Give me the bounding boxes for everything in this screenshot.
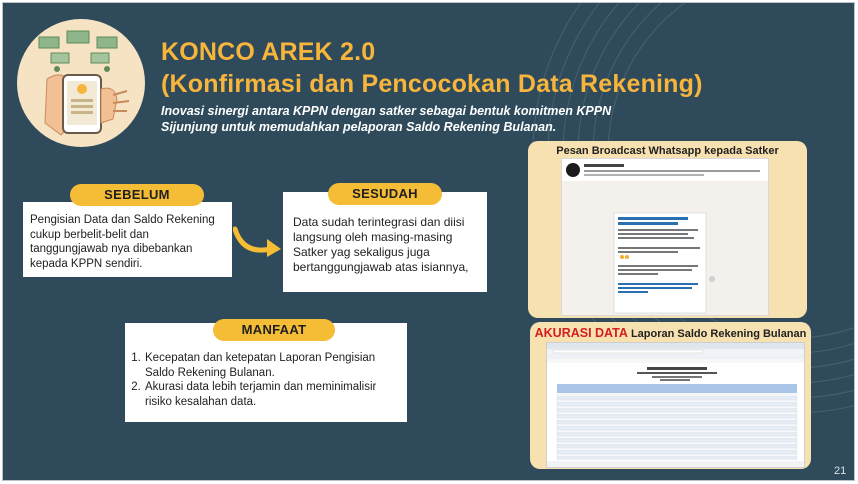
title-line-1: KONCO AREK 2.0 xyxy=(161,38,376,66)
sebelum-label: SEBELUM xyxy=(70,184,204,206)
spreadsheet-thumbnail xyxy=(547,343,804,467)
logo-illustration xyxy=(17,19,145,147)
sesudah-label: SESUDAH xyxy=(328,183,442,205)
akurasi-panel-title xyxy=(530,326,811,340)
whatsapp-screenshot xyxy=(561,158,769,316)
curved-arrow-icon xyxy=(233,225,285,261)
title-line-2: (Konfirmasi dan Pencocokan Data Rekening) xyxy=(161,70,703,98)
spreadsheet-screenshot xyxy=(546,342,805,468)
manfaat-item-1: 1. Kecepatan dan ketepatan Laporan Pengisian Saldo Rekening Bulanan. xyxy=(144,351,401,380)
manfaat-label: MANFAAT xyxy=(213,319,335,341)
whatsapp-panel-title: Pesan Broadcast Whatsapp kepada Satker xyxy=(556,145,779,157)
page-number: 21 xyxy=(834,465,847,477)
money-phone-illustration-icon xyxy=(17,19,145,147)
akurasi-title-rest: Laporan Saldo Rekening Bulanan xyxy=(630,328,807,340)
whatsapp-chat-thumbnail xyxy=(562,159,768,315)
manfaat-item-2: 2. Akurasi data lebih terjamin dan meminimalisir risiko kesalahan data. xyxy=(144,380,401,409)
slide xyxy=(2,2,855,481)
whatsapp-panel xyxy=(528,141,807,318)
subtitle: Inovasi sinergi antara KPPN dengan satker sebagai bentuk komitmen KPPN Sijunjung untuk memudahkan pelaporan Saldo Rekening Bulanan. xyxy=(161,104,612,134)
manfaat-list xyxy=(133,351,401,409)
sebelum-box: Pengisian Data dan Saldo Rekening cukup berbelit-belit dan tanggungjawab nya dibebankan kepada KPPN sendiri. xyxy=(23,202,232,277)
page-title xyxy=(161,36,703,100)
akurasi-panel xyxy=(530,322,811,469)
sesudah-box: Data sudah terintegrasi dan diisi langsung oleh masing-masing Satker yag sekaligus juga bertanggungjawab atas isiannya, xyxy=(283,192,487,292)
akurasi-highlight: AKURASI DATA xyxy=(534,326,628,340)
